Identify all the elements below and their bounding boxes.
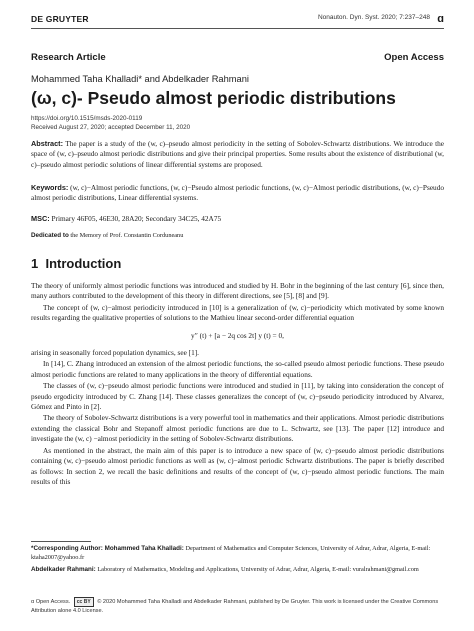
msc-label: MSC: [31, 214, 50, 223]
paragraph: arising in seasonally forced population dynamics, see [1]. [31, 348, 199, 358]
paragraph: The theory of Sobolev-Schwartz distributions is a very powerful tool in mathematics and their applications. Almost periodic distributions extending the classical Bohr and Stepanoff almost periodic functions are due to L. Schwartz, see [13]. The paper [12] introduce and investigate the (w, c) −almost periodicity in the setting of Sobolev-Schwartz distributions. [31, 413, 444, 444]
equation: y′′ (t) + [a − 2q cos 2t] y (t) = 0, [191, 330, 284, 340]
footnote-divider [31, 541, 91, 542]
article-title: (ω, c)- Pseudo almost periodic distributions [31, 88, 396, 108]
abstract [31, 139, 444, 170]
license-notice [31, 597, 444, 615]
cc-license-badge[interactable]: cc BY [74, 597, 94, 607]
footnote-text: Laboratory of Mathematics, Modeling and Applications, University of Adrar, Adrar, Algeria, E-mail: vuralrahmani@gmail.com [97, 566, 419, 573]
msc-codes [31, 214, 444, 224]
keywords [31, 183, 444, 204]
paragraph: The theory of uniformly almost periodic functions was introduced and studied by H. Bohr in the beginning of the last century [6], since then, many authors contributed to the development of this theory in different directions, see [5], [8] and [9]. [31, 281, 444, 301]
paragraph: The concept of (w, c)−almost periodicity introduced in [10] is a generalization of (w, c)−periodicity which motivated by some known results regarding the qualitative properties of solutions to the Mathieu linear second-order differential equation [31, 302, 444, 323]
dedication [31, 232, 183, 239]
page-header [31, 14, 444, 26]
keywords-label: Keywords: [31, 183, 69, 192]
article-type: Research Article [31, 52, 106, 63]
msc-text: Primary 46F05, 46E30, 28A20; Secondary 34C25, 42A75 [51, 214, 222, 223]
footnote-label: *Corresponding Author: Mohammed Taha Khalladi: [31, 545, 184, 552]
dedication-label: Dedicated to [31, 232, 69, 239]
paragraph: As mentioned in the abstract, the main aim of this paper is to introduce a new space of (w, c)−pseudo almost periodic distributions containing (w, c)−pseudo almost periodic functions as well as (w, c)−almost periodic Schwartz distributions. The paper is briefly described as follows: In section 2, we recall the basic definitions and results of the concept of (w, c)−pseudo almost periodic functions. The main results of this [31, 445, 444, 486]
authors: Mohammed Taha Khalladi* and Abdelkader Rahmani [31, 74, 249, 84]
received-dates: Received August 27, 2020; accepted December 11, 2020 [31, 124, 191, 131]
abstract-text: The paper is a study of the (w, c)–pseudo almost periodicity in the setting of Sobolev-Schwartz distributions. We introduce the space of (w, c)–pseudo almost periodic distributions and give their principal properties. Some results about the existence of distributional (w, c)–pseudo almost periodic solutions of linear differential systems are proposed. [31, 139, 444, 169]
section-title: Introduction [45, 256, 122, 271]
open-access-lock-icon: ɑ [437, 13, 444, 25]
footnote-label: Abdelkader Rahmani: [31, 566, 96, 573]
section-number: 1 [31, 256, 39, 271]
publisher-name: DE GRUYTER [31, 14, 89, 24]
open-access-small-icon: ɑ [31, 599, 35, 605]
journal-citation: Nonauton. Dyn. Syst. 2020; 7:237–248 [317, 14, 430, 21]
dedication-text: the Memory of Prof. Constantin Corduneanu [70, 232, 184, 239]
paragraph: In [14], C. Zhang introduced an extension of the almost periodic functions, the so-called pseudo almost periodic functions. These pseudo almost periodic functions are related to many applications in the theory of differential equations. [31, 359, 444, 379]
doi-link[interactable]: https://doi.org/10.1515/msds-2020-0119 [31, 115, 143, 122]
license-text: © 2020 Mohammed Taha Khalladi and Abdelkader Rahmani, published by De Gruyter. This work is licensed under the Creative Commons Attribution alone 4.0 License. [31, 599, 439, 614]
open-access-label: Open Access [384, 52, 444, 63]
introduction-body [31, 281, 444, 488]
footnote-corresponding-author [31, 545, 444, 562]
keywords-text: (w, c)−Almost periodic functions, (w, c)−Pseudo almost periodic functions, (w, c)−Almost periodic distributions, (w, c)−Pseudo almost periodic distributions, Linear differential systems. [31, 183, 445, 203]
footnote-coauthor [31, 566, 444, 575]
license-oa-label: Open Access. [35, 599, 71, 605]
section-heading [31, 256, 121, 271]
footnote-text: Department of Mathematics and Computer Sciences, University of Adrar, Adrar, Algeria, E-mail: ktaha2007@yahoo.fr [31, 545, 431, 561]
abstract-label: Abstract: [31, 139, 64, 148]
header-divider [31, 28, 444, 29]
paragraph: The classes of (w, c)−pseudo almost periodic functions were introduced and studied in [11], by taking into consideration the concept of pseudo ergodicity introduced by C. Zhang [14]. These classes generalizes the concept of (w, c)−pseudo periodicity introduced by Alvarez, Gómez and Pinto in [2]. [31, 381, 444, 412]
